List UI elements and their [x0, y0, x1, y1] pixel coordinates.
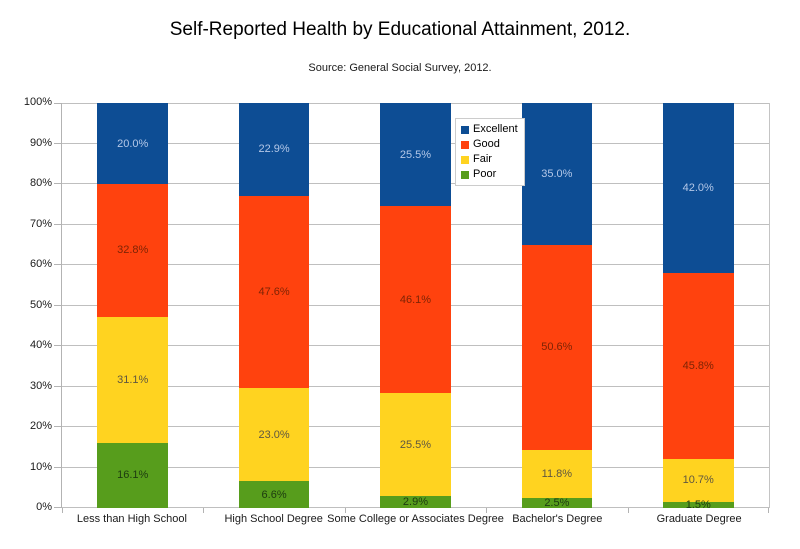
legend-swatch-poor	[461, 171, 469, 179]
x-category-label: High School Degree	[224, 513, 323, 525]
bar-slot	[203, 103, 344, 508]
legend-label: Good	[473, 138, 500, 150]
stacked-bar-4	[522, 103, 593, 508]
bar-segment-poor	[522, 498, 593, 508]
y-axis-tick	[54, 345, 62, 346]
y-tick-label: 40%	[29, 339, 52, 351]
data-label: 50.6%	[541, 341, 573, 354]
bar-slot	[628, 103, 769, 511]
data-label: 23.0%	[258, 428, 290, 441]
data-label: 31.1%	[117, 373, 149, 386]
data-label: 46.1%	[399, 293, 432, 306]
y-axis-tick	[54, 264, 62, 265]
legend-item-poor	[461, 167, 518, 182]
y-axis-tick	[54, 305, 62, 306]
legend-swatch-excellent	[461, 126, 469, 134]
data-label: 1.5%	[685, 498, 711, 511]
legend-swatch-fair	[461, 156, 469, 164]
data-label: 25.5%	[399, 438, 432, 451]
data-label: 47.6%	[258, 285, 290, 298]
x-category-label: Some College or Associates Degree	[327, 513, 504, 525]
legend-item-fair	[461, 152, 518, 167]
y-tick-label: 30%	[29, 379, 52, 392]
bar-segment-excellent	[522, 103, 593, 245]
chart-title: Self-Reported Health by Educational Attainment, 2012.	[169, 19, 631, 40]
bar-segment-fair	[522, 450, 593, 498]
data-label: 35.0%	[541, 167, 573, 180]
y-axis-tick	[54, 426, 62, 427]
data-label: 10.7%	[682, 474, 714, 487]
stacked-bar-3	[380, 103, 451, 508]
x-category-label: Less than High School	[76, 513, 187, 525]
y-axis-labels	[0, 96, 52, 513]
y-axis-tick	[54, 183, 62, 184]
legend-swatch-good	[461, 141, 469, 149]
bar-segment-excellent	[663, 103, 734, 273]
bar-segment-poor	[380, 496, 451, 508]
stacked-bar-2	[239, 103, 310, 508]
bar-segment-fair	[239, 388, 310, 481]
y-tick-label: 50%	[29, 298, 52, 311]
x-category-label: Graduate Degree	[656, 513, 742, 525]
chart-subtitle: Source: General Social Survey, 2012.	[308, 62, 492, 74]
y-tick-label: 0%	[36, 501, 52, 513]
legend-label: Excellent	[473, 123, 518, 135]
data-label: 6.6%	[261, 488, 287, 501]
bar-segment-good	[522, 245, 593, 450]
bar-segment-good	[663, 273, 734, 458]
stacked-bar-1	[97, 103, 168, 508]
data-label: 20.0%	[117, 137, 149, 150]
y-tick-label: 80%	[29, 177, 52, 189]
y-tick-label: 90%	[29, 136, 52, 149]
data-label: 22.9%	[258, 143, 290, 156]
y-tick-label: 10%	[29, 460, 52, 473]
data-label: 32.8%	[117, 244, 149, 257]
data-label: 16.1%	[117, 469, 149, 482]
data-label: 45.8%	[682, 359, 714, 372]
y-tick-label: 100%	[23, 96, 52, 108]
plot-area	[61, 103, 770, 511]
bar-slot	[62, 103, 203, 508]
legend-label: Poor	[473, 168, 497, 180]
y-axis-tick	[54, 224, 62, 225]
bar-segment-good	[97, 184, 168, 317]
bar-segment-poor	[239, 481, 310, 508]
legend-label: Fair	[473, 153, 492, 165]
y-tick-label: 70%	[29, 217, 52, 230]
y-axis-tick	[54, 103, 62, 104]
bar-segment-poor	[97, 443, 168, 508]
data-label: 2.5%	[544, 496, 570, 509]
data-label: 42.0%	[682, 182, 714, 195]
bar-segment-excellent	[380, 103, 451, 206]
legend	[455, 118, 525, 186]
y-axis-tick	[54, 467, 62, 468]
bar-segment-excellent	[239, 103, 310, 196]
bars	[62, 103, 769, 511]
data-label: 25.5%	[399, 148, 432, 161]
x-category-label: Bachelor's Degree	[512, 513, 603, 525]
x-axis-labels	[61, 513, 770, 529]
y-axis-tick	[54, 386, 62, 387]
y-tick-label: 60%	[29, 258, 52, 270]
data-label: 2.9%	[402, 496, 428, 509]
legend-item-excellent	[461, 122, 518, 137]
data-label: 11.8%	[541, 467, 573, 480]
bar-segment-good	[239, 196, 310, 389]
y-axis-tick	[54, 507, 62, 508]
bar-segment-fair	[380, 393, 451, 496]
bar-segment-excellent	[97, 103, 168, 184]
stacked-bar-5	[663, 103, 734, 511]
y-axis-tick	[54, 143, 62, 144]
bar-segment-fair	[97, 317, 168, 443]
legend-item-good	[461, 137, 518, 152]
y-tick-label: 20%	[29, 420, 52, 432]
bar-segment-poor	[663, 498, 734, 511]
bar-segment-good	[380, 206, 451, 393]
bar-segment-fair	[663, 459, 734, 502]
